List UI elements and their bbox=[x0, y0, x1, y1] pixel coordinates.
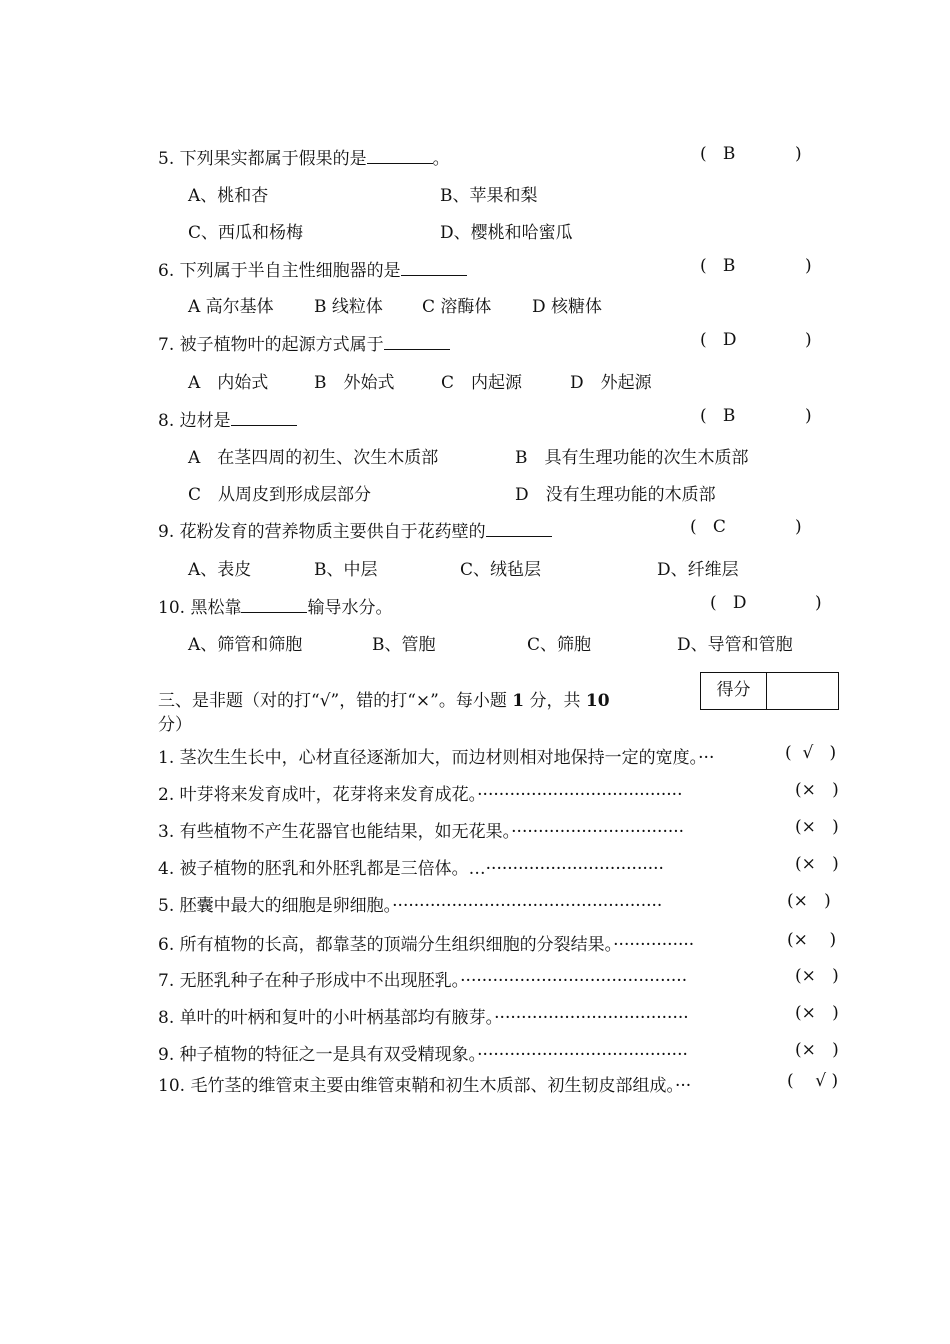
tf-item: 5. 胚囊中最大的细胞是卵细胞。·················································· bbox=[158, 896, 663, 916]
tf-answer: (× ) bbox=[795, 854, 839, 874]
tf-item: 8. 单叶的叶柄和复叶的小叶柄基部均有腋芽。···································· bbox=[158, 1008, 689, 1028]
tf-item: 6. 所有植物的长高，都靠茎的顶端分生组织细胞的分裂结果。··············· bbox=[158, 935, 695, 955]
option: D、樱桃和哈蜜瓜 bbox=[440, 223, 573, 243]
answer-paren: ( D bbox=[700, 330, 737, 350]
question-7 bbox=[158, 330, 450, 355]
option: A 内始式 bbox=[188, 373, 269, 393]
option: D 外起源 bbox=[570, 373, 652, 393]
question-8 bbox=[158, 406, 297, 431]
answer-letter: B bbox=[722, 144, 736, 164]
option: C、筛胞 bbox=[527, 635, 592, 655]
answer-letter: D bbox=[722, 330, 737, 350]
option: D 没有生理功能的木质部 bbox=[515, 485, 716, 505]
answer-letter: B bbox=[722, 406, 736, 426]
question-number: 7. bbox=[158, 335, 175, 355]
option: B 外始式 bbox=[314, 373, 395, 393]
tf-answer: ( √ ) bbox=[785, 743, 837, 763]
option: C、绒毡层 bbox=[460, 560, 542, 580]
option: C、西瓜和杨梅 bbox=[188, 223, 304, 243]
tf-item: 4. 被子植物的胚乳和外胚乳都是三倍体。…································· bbox=[158, 859, 664, 879]
question-text: 花粉发育的营养物质主要供自于花药壁的 bbox=[179, 522, 486, 542]
question-10: 10. 黑松靠 输导水分。 bbox=[158, 598, 393, 618]
question-number: 10. bbox=[158, 598, 186, 618]
option: B 线粒体 bbox=[314, 297, 383, 317]
question-5: 5. 下列果实都属于假果的是 。 bbox=[158, 149, 450, 169]
answer-paren-close: ) bbox=[805, 256, 812, 276]
answer-paren-close: ) bbox=[805, 330, 812, 350]
question-text: 被子植物叶的起源方式属于 bbox=[179, 335, 384, 355]
option: A 在茎四周的初生、次生木质部 bbox=[188, 448, 439, 468]
option: C 溶酶体 bbox=[422, 297, 492, 317]
option: B、中层 bbox=[314, 560, 378, 580]
tf-answer: (× ) bbox=[795, 1040, 839, 1060]
tf-answer: (× ) bbox=[795, 780, 839, 800]
option: B、管胞 bbox=[372, 635, 436, 655]
answer-paren-close: ) bbox=[805, 406, 812, 426]
question-text: 下列属于半自主性细胞器的是 bbox=[179, 261, 401, 281]
question-text: 边材是 bbox=[179, 411, 231, 431]
answer-letter: D bbox=[732, 593, 747, 613]
tf-answer: (× ) bbox=[787, 930, 837, 950]
answer-blank bbox=[241, 598, 307, 613]
tf-answer: (× ) bbox=[795, 966, 839, 986]
answer-letter: B bbox=[722, 256, 736, 276]
tf-answer: (× ) bbox=[795, 1003, 839, 1023]
answer-blank bbox=[384, 335, 450, 350]
answer-paren-close: ) bbox=[795, 517, 802, 537]
answer-letter: C bbox=[712, 517, 726, 537]
answer-paren: ( B bbox=[700, 144, 736, 164]
option: B 具有生理功能的次生木质部 bbox=[515, 448, 749, 468]
tf-answer: (× ) bbox=[795, 817, 839, 837]
tf-answer: (× ) bbox=[787, 891, 831, 911]
answer-paren-close: ) bbox=[795, 144, 802, 164]
answer-blank bbox=[231, 411, 297, 426]
option: C 内起源 bbox=[441, 373, 523, 393]
tf-item: 7. 无胚乳种子在种子形成中不出现胚乳。·········································· bbox=[158, 971, 688, 991]
question-number: 9. bbox=[158, 522, 175, 542]
score-label: 得分 bbox=[701, 673, 767, 709]
question-6 bbox=[158, 256, 467, 281]
tf-item: 1. 茎次生生长中，心材直径逐渐加大，而边材则相对地保持一定的宽度。··· bbox=[158, 748, 715, 768]
tf-item: 2. 叶芽将来发育成叶，花芽将来发育成花。······································ bbox=[158, 785, 683, 805]
option: C 从周皮到形成层部分 bbox=[188, 485, 372, 505]
question-text: 下列果实都属于假果的是 bbox=[179, 149, 367, 169]
answer-blank bbox=[401, 261, 467, 276]
section-title: 三、是非题（对的打“√”，错的打“×”。每小题 1 分，共 10 bbox=[158, 691, 610, 711]
answer-paren: ( B bbox=[700, 406, 736, 426]
tf-item: 10. 毛竹茎的维管束主要由维管束鞘和初生木质部、初生韧皮部组成。··· bbox=[158, 1076, 692, 1096]
answer-paren-close: ) bbox=[815, 593, 822, 613]
option: D 核糖体 bbox=[532, 297, 603, 317]
section-title-cont: 分） bbox=[158, 715, 192, 735]
question-number: 5. bbox=[158, 149, 175, 169]
tf-answer: ( √ ) bbox=[787, 1071, 839, 1091]
question-text: 黑松靠 bbox=[190, 598, 242, 618]
option: A、桃和杏 bbox=[188, 186, 269, 206]
option: D、纤维层 bbox=[657, 560, 739, 580]
option: D、导管和管胞 bbox=[677, 635, 793, 655]
question-number: 8. bbox=[158, 411, 175, 431]
answer-paren: ( D bbox=[710, 593, 747, 613]
tf-item: 3. 有些植物不产生花器官也能结果，如无花果。································ bbox=[158, 822, 685, 842]
option: B、苹果和梨 bbox=[440, 186, 538, 206]
answer-blank bbox=[367, 149, 433, 164]
answer-blank bbox=[486, 522, 552, 537]
tf-item: 9. 种子植物的特征之一是具有双受精现象。······································· bbox=[158, 1045, 688, 1065]
question-number: 6. bbox=[158, 261, 175, 281]
option: A、表皮 bbox=[188, 560, 252, 580]
option: A 高尔基体 bbox=[188, 297, 274, 317]
option: A、筛管和筛胞 bbox=[188, 635, 303, 655]
score-box bbox=[700, 672, 839, 710]
answer-paren: ( B bbox=[700, 256, 736, 276]
question-9 bbox=[158, 517, 552, 542]
answer-paren: ( C bbox=[690, 517, 726, 537]
